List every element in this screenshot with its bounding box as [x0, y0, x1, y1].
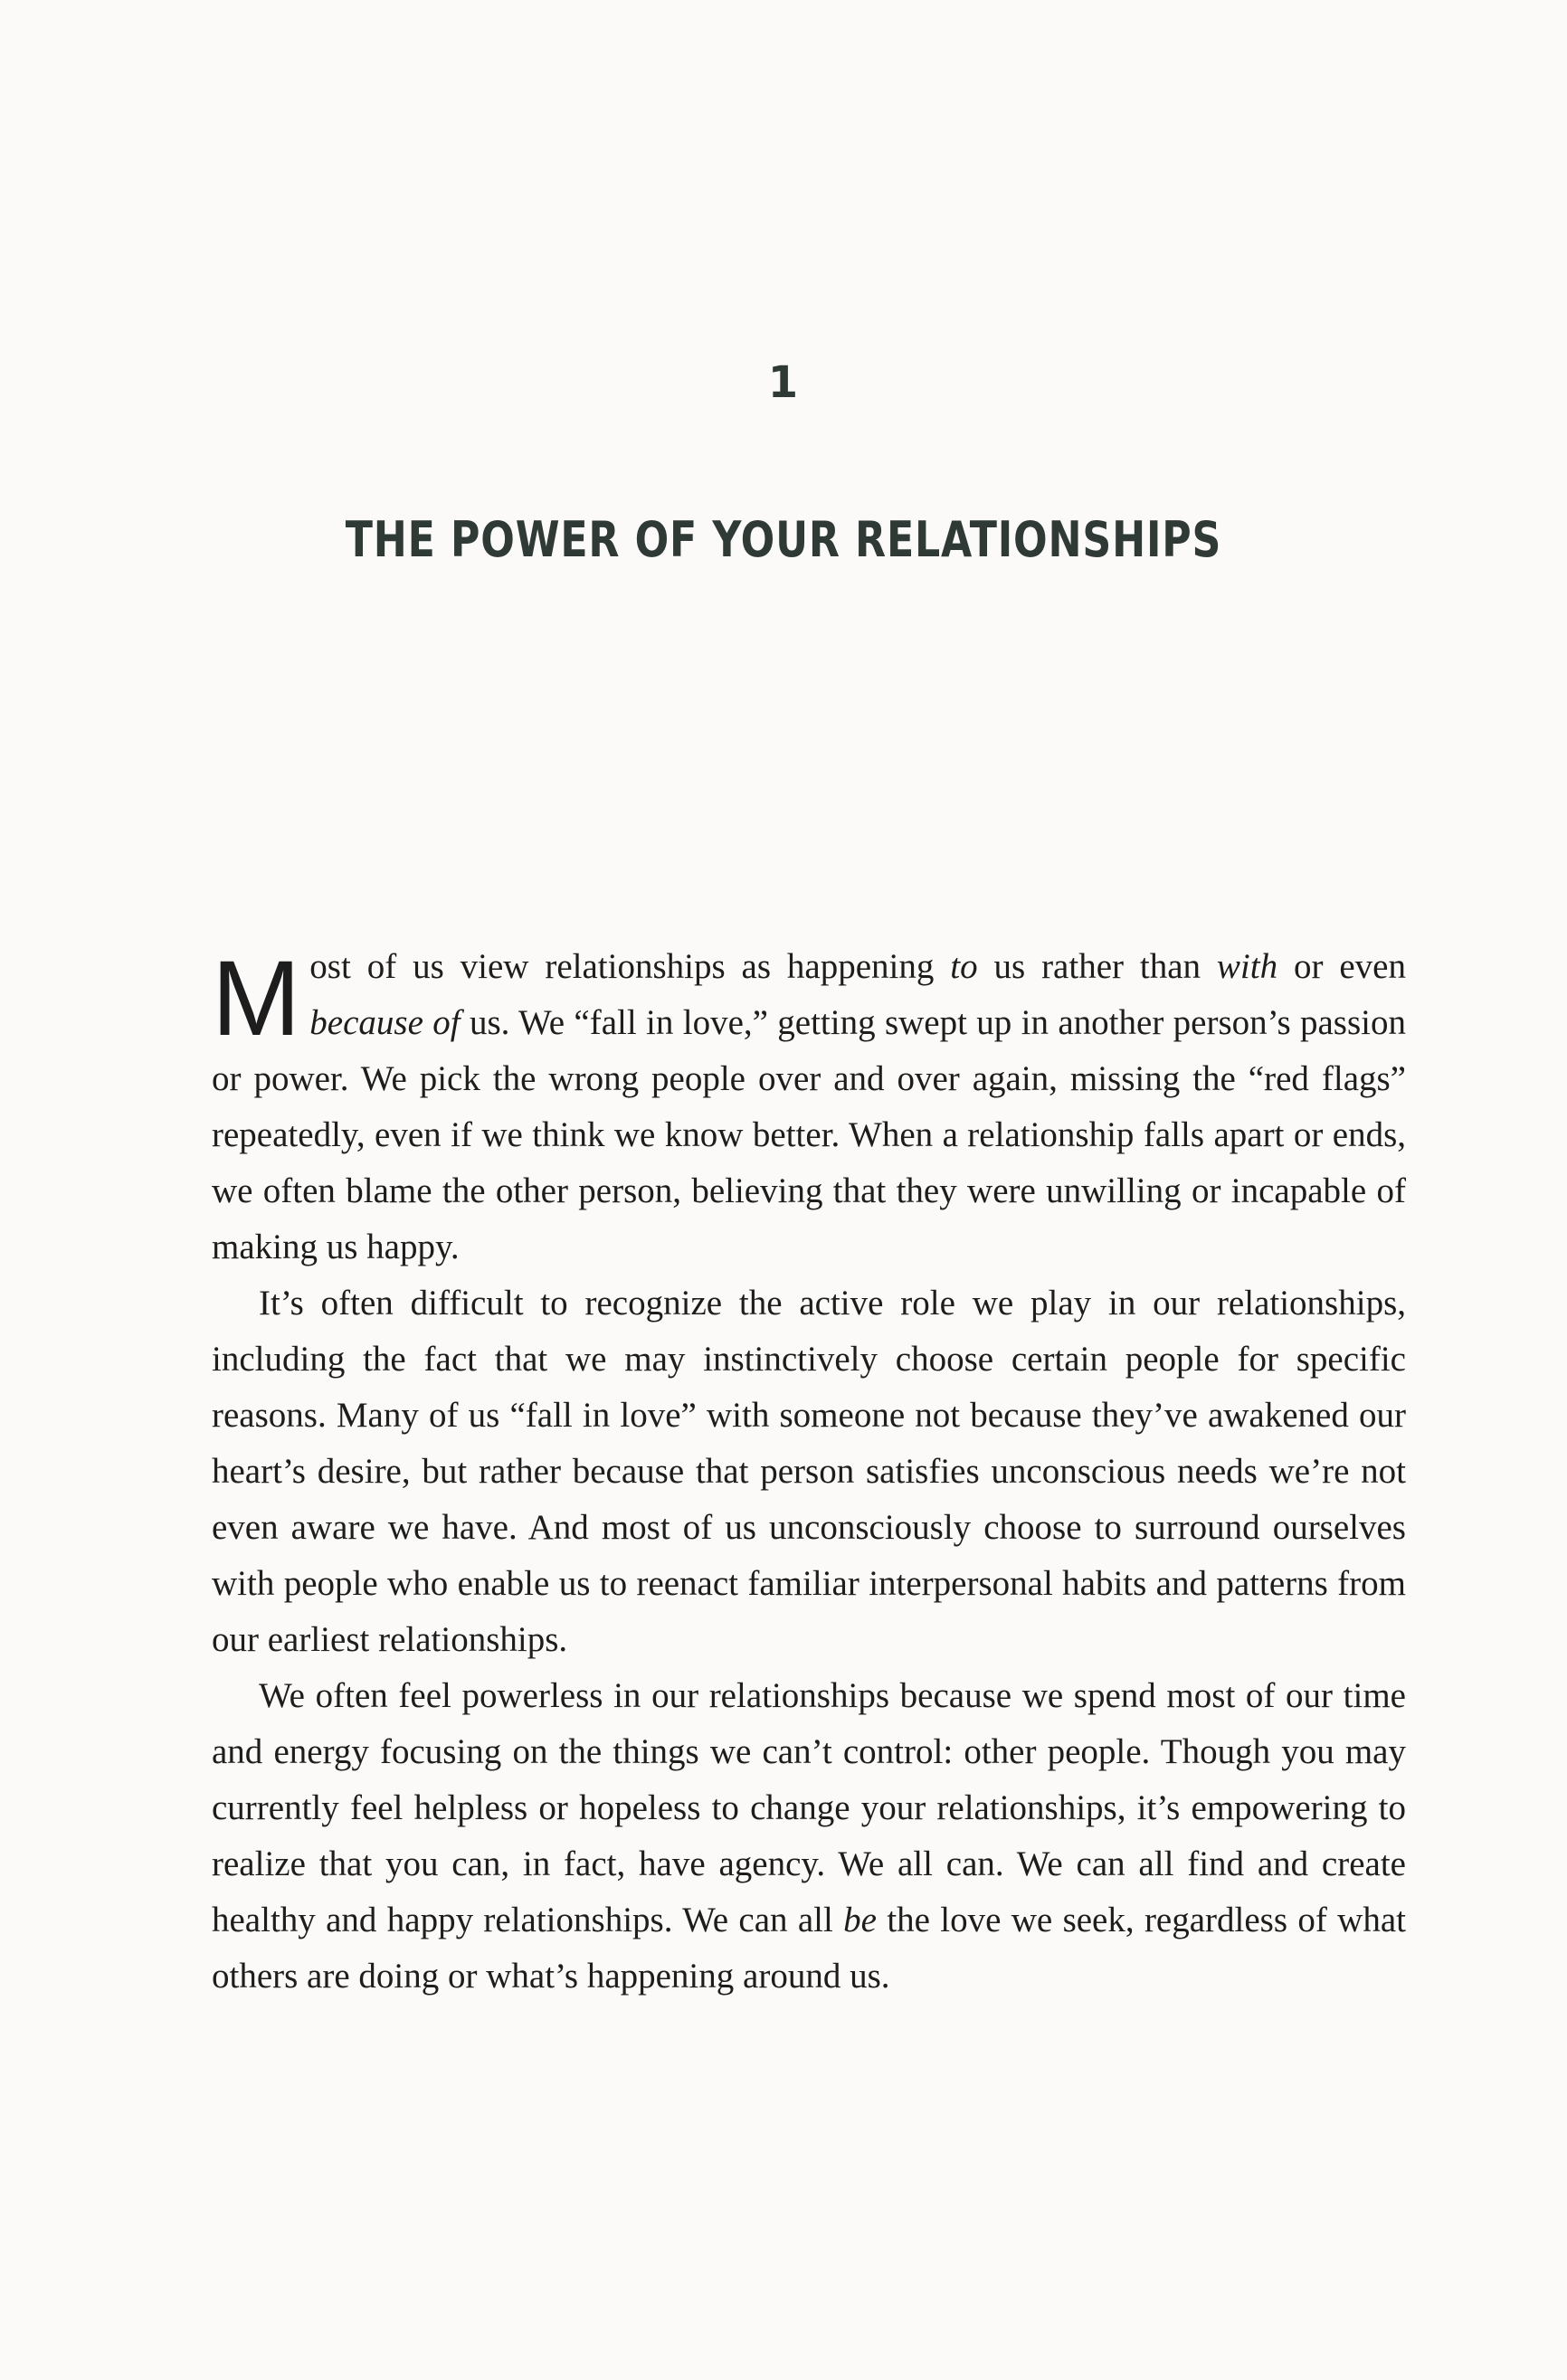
chapter-number: 1 — [767, 357, 800, 408]
paragraph-1-text-d: us. We “fall in love,” getting swept up in another person’s passion or power. We pick the wrong people over and over again, missing the “red flags” repeatedly, even if we think we know better. When a relationship falls apart or ends, we often blame the other person, believing that they were unwilling or incapable of making us happy. — [212, 1003, 1407, 1266]
paragraph-1-emphasis-with: with — [1216, 947, 1278, 986]
paragraph-3-text-a: We often feel powerless in our relationships because we spend most of our time and energy focusing on the things we can’t control: other people. Though you may currently feel helpless or hopeless to change your relationships, it’s empowering to realize that you can, in fact, have agency. We all can. We can all find and create healthy and happy relationships. We can all — [212, 1676, 1406, 1939]
paragraph-1-emphasis-to: to — [950, 947, 978, 986]
paragraph-3 — [212, 1668, 1406, 2005]
paragraph-1 — [212, 939, 1406, 1275]
paragraph-1-text-c: or even — [1277, 947, 1406, 986]
paragraph-1-text-a: ost of us view relationships as happening — [309, 947, 951, 986]
drop-cap: M — [212, 939, 301, 1058]
chapter-body — [212, 939, 1406, 2005]
chapter-title: THE POWER OF YOUR RELATIONSHIPS — [345, 511, 1222, 568]
paragraph-1-text-b: us rather than — [977, 947, 1217, 986]
paragraph-2: It’s often difficult to recognize the active role we play in our relationships, including the fact that we may instinctively choose certain people for specific reasons. Many of us “fall in love” with someone not because they’ve awakened our heart’s desire, but rather because that person satisfies unconscious needs we’re not even aware we have. And most of us unconsciously choose to surround ourselves with people who enable us to reenact familiar interpersonal habits and patterns from our earliest relationships. — [212, 1284, 1406, 1659]
paragraph-3-text-b: the love we seek, regardless of what others are doing or what’s happening around us. — [212, 1901, 1406, 1996]
paragraph-1-emphasis-because-of: because of — [309, 1003, 461, 1042]
paragraph-3-emphasis-be: be — [843, 1901, 877, 1939]
